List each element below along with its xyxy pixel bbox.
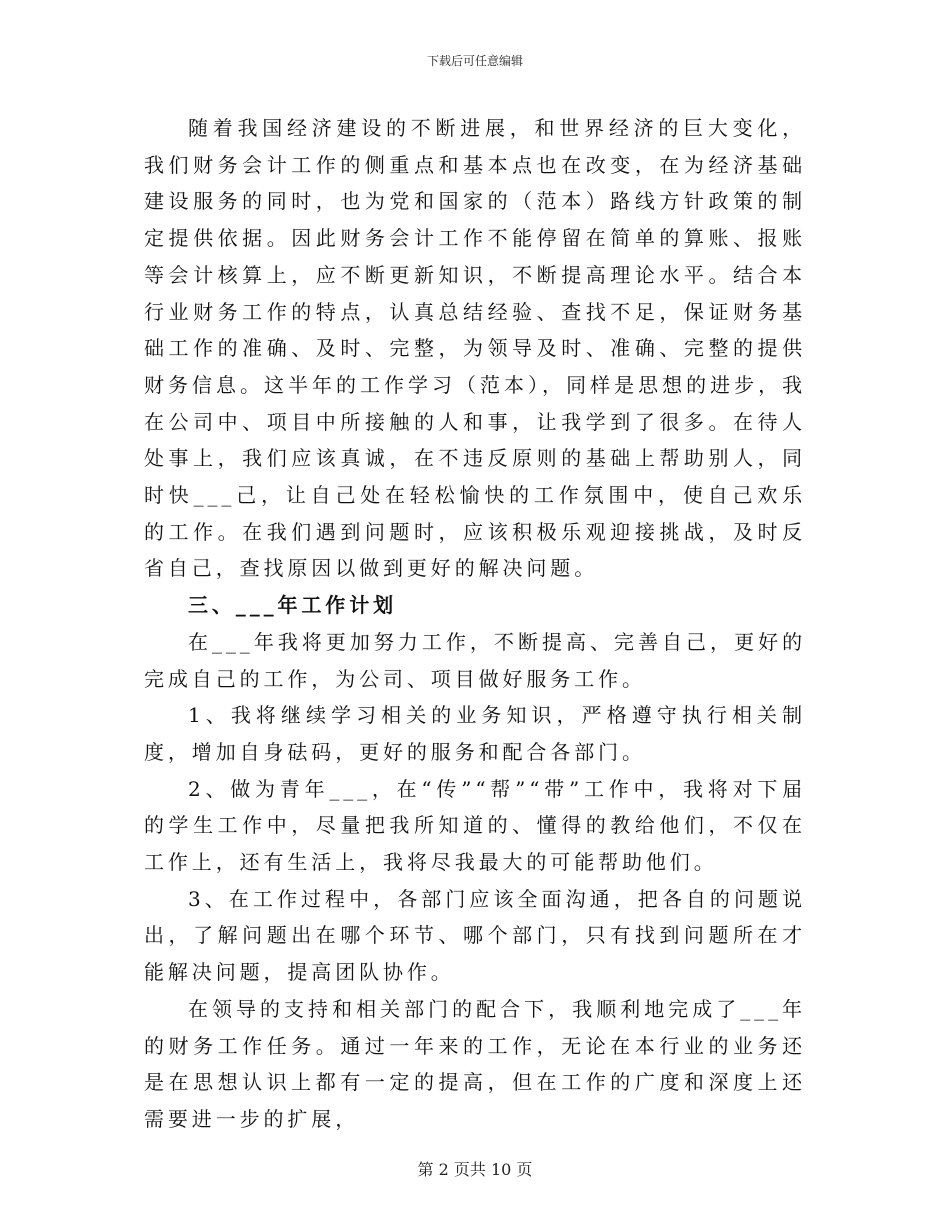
paragraph-5: 3、在工作过程中，各部门应该全面沟通，把各自的问题说出，了解问题出在哪个环节、哪个部门，只有找到问题所在才能解决问题，提高团队协作。 (144, 886, 806, 985)
document-body (144, 110, 806, 1138)
paragraph-2: 在___年我将更加努力工作，不断提高、完善自己，更好的完成自己的工作，为公司、项目做好服务工作。 (144, 629, 806, 691)
paragraph-3: 1、我将继续学习相关的业务知识，严格遵守执行相关制度，增加自身砝码，更好的服务和配合各部门。 (144, 703, 806, 764)
section-heading: 三、___年工作计划 (188, 593, 397, 618)
page-footer: 第 2 页共 10 页 (417, 1160, 533, 1179)
paragraph-4: 2、做为青年___，在“传”“帮”“带”工作中，我将对下届的学生工作中，尽量把我所知道的、懂得的教给他们，不仅在工作上，还有生活上，我将尽我最大的可能帮助他们。 (144, 776, 806, 875)
paragraph-6: 在领导的支持和相关部门的配合下，我顺利地完成了___年的财务工作任务。通过一年来的工作，无论在本行业的业务还是在思想认识上都有一定的提高，但在工作的广度和深度上还需要进一步的扩展， (144, 996, 806, 1131)
paragraph-1: 随着我国经济建设的不断进展，和世界经济的巨大变化，我们财务会计工作的侧重点和基本点也在改变，在为经济基础建设服务的同时，也为党和国家的（范本）路线方针政策的制定提供依据。因此财务会计工作不能停留在简单的算账、报账等会计核算上，应不断更新知识，不断提高理论水平。结合本行业财务工作的特点，认真总结经验、查找不足，保证财务基础工作的准确、及时、完整，为领导及时、准确、完整的提供财务信息。这半年的工作学习（范本），同样是思想的进步，我在公司中、项目中所接触的人和事，让我学到了很多。在待人处事上，我们应该真诚，在不违反原则的基础上帮助别人，同时快___己，让自己处在轻松愉快的工作氛围中，使自己欢乐的工作。在我们遇到问题时，应该积极乐观迎接挑战，及时反省自己，查找原因以做到更好的解决问题。 (144, 116, 806, 581)
page-header: 下载后可任意编辑 (426, 54, 523, 68)
